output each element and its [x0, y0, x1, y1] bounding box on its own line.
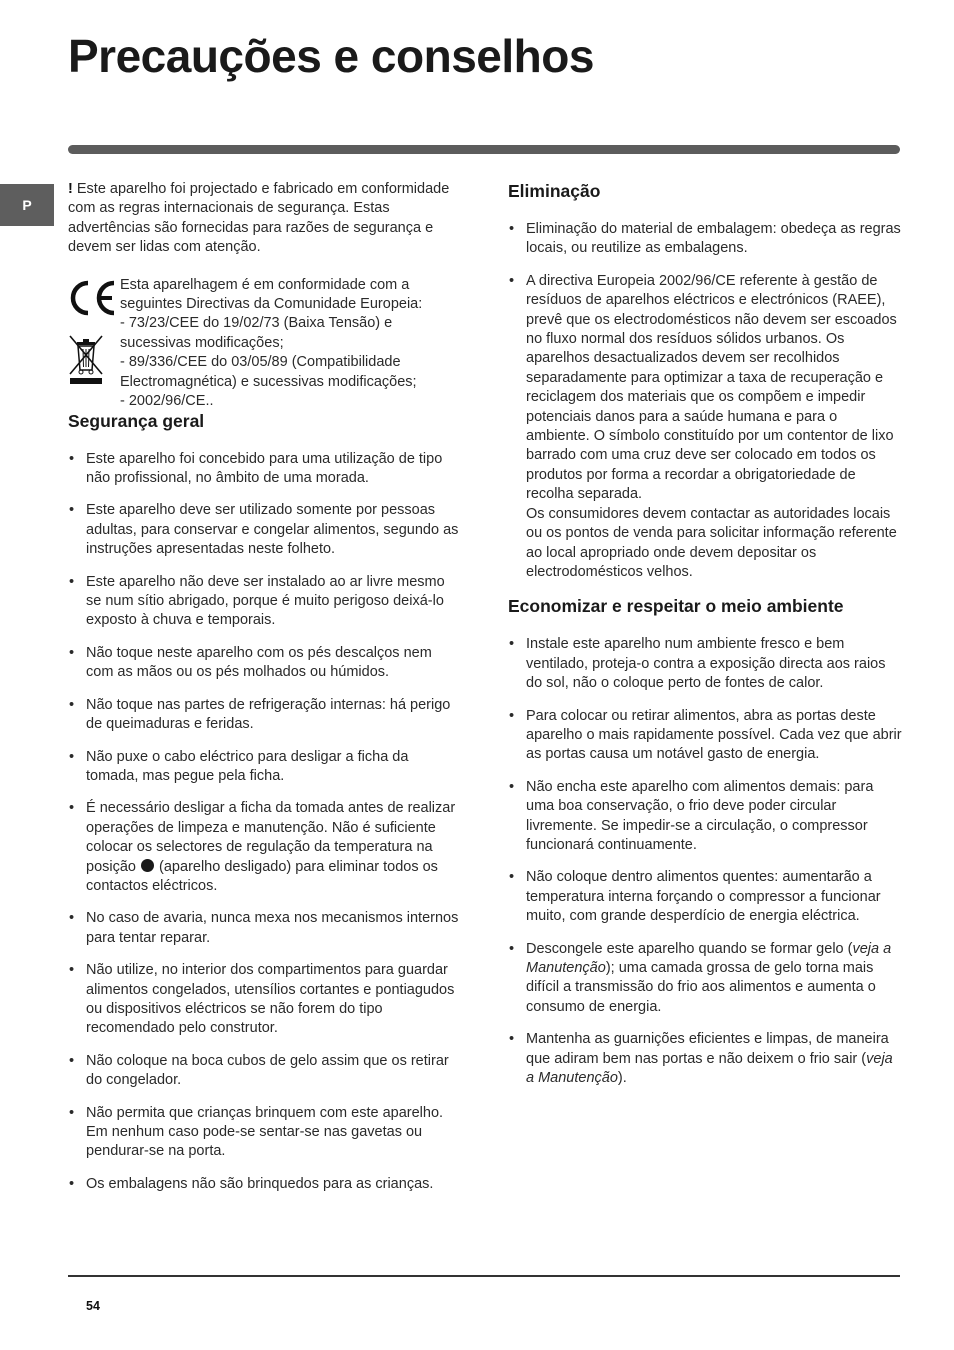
list-item: • Instale este aparelho num ambiente fresco e bem ventilado, proteja-o contra a exposição directa aos raios do sol, não o coloque perto de fontes de calor. — [508, 635, 903, 693]
section-heading-seguranca: Segurança geral — [68, 410, 205, 431]
list-item: • Os embalagens não são brinquedos para as crianças. — [68, 1175, 463, 1194]
cert-line: - 73/23/CEE do 19/02/73 (Baixa Tensão) e sucessivas modificações; — [120, 315, 393, 351]
weee-bin-icon — [68, 334, 104, 386]
list-item — [508, 272, 903, 583]
list-item: • Não permita que crianças brinquem com este aparelho. Em nenhum caso pode-se sentar-se nas gavetas ou pendurar-se na porta. — [68, 1104, 463, 1162]
reference-link-text: veja a Manutenção — [526, 1050, 893, 1087]
list-item-text: A directiva Europeia 2002/96/CE referente à gestão de resíduos de aparelhos eléctricos e electrónicos (RAEE), prevê que os electrodomésticos não devem ser escoados no fluxo normal dos resíduos sólidos urbanos. Os aparelhos desactualizados devem ser recolhidos separadamente para optimizar a taxa de recuperação e reciclagem dos materiais que os compõem e impedir potenciais danos para a saúde humana e para o ambiente. O símbolo constituído por um contentor de lixo barrado com uma cruz deve ser colocado em todos os produtos por forma a recordar a obrigatoriedade de recolha separada. — [526, 272, 897, 503]
list-item-text: ). — [617, 1070, 627, 1087]
language-tab: P — [0, 184, 54, 226]
page-number: 54 — [86, 1299, 100, 1313]
list-item: • Para colocar ou retirar alimentos, abra as portas deste aparelho o mais rapidamente possível. Cada vez que abrir as portas causa um notável gasto de energia. — [508, 707, 903, 765]
list-item: • Não toque neste aparelho com os pés descalços nem com as mãos ou os pés molhados ou húmidos. — [68, 644, 463, 683]
reference-link-text: veja a Manutenção — [526, 940, 892, 976]
certification-text — [120, 276, 465, 412]
certification-block — [68, 276, 463, 410]
list-item-text: Os consumidores devem contactar as autoridades locais ou os pontos de venda para solicitar informação referente ao local apropriado onde devem depositar os electrodomésticos velhos. — [526, 505, 897, 580]
list-item-text: (aparelho desligado) para eliminar todos os contactos eléctricos. — [86, 858, 438, 894]
list-item: • Não utilize, no interior dos compartimentos para guardar alimentos congelados, utensílios cortantes e pontiagudos ou dispositivos eléctricos se não forem do tipo recomendado pelo construtor. — [68, 961, 463, 1039]
list-item-text: É necessário desligar a ficha da tomada antes de realizar operações de limpeza e manutenção. Não é suficiente colocar os selectores de regulação da temperatura na posição — [86, 800, 456, 875]
page-title: Precauções e conselhos — [68, 30, 594, 82]
cert-line: Esta aparelhagem é em conformidade com a seguintes Directivas da Comunidade Europeia: — [120, 276, 423, 313]
list-item: • Não coloque na boca cubos de gelo assim que os retirar do congelador. — [68, 1052, 463, 1091]
eliminacao-list — [508, 220, 903, 582]
list-item-text: ); uma camada grossa de gelo torna mais difícil a transmissão do frio aos alimentos e aumenta o consumo de energia. — [526, 960, 876, 1015]
cert-line: - 2002/96/CE.. — [120, 393, 214, 410]
footer-divider — [68, 1275, 900, 1277]
list-item: • Este aparelho deve ser utilizado somente por pessoas adultas, para conservar e congelar alimentos, segundo as instruções apresentadas neste folheto. — [68, 501, 463, 559]
off-position-icon — [141, 859, 154, 872]
list-item-text: Mantenha as guarnições eficientes e limpas, de maneira que adiram bem nas portas e não deixem o frio sair ( — [526, 1031, 889, 1067]
list-item-text: Descongele este aparelho quando se formar gelo ( — [526, 940, 853, 957]
intro-text: Este aparelho foi projectado e fabricado em conformidade com as regras internacionais de segurança. Estas advertências são fornecidas para razões de segurança e devem ser lidas com atenção. — [68, 181, 450, 256]
section-heading-economizar: Economizar e respeitar o meio ambiente — [508, 596, 844, 617]
title-divider — [68, 145, 900, 154]
ce-mark-icon — [68, 280, 118, 316]
list-item: • Este aparelho foi concebido para uma utilização de tipo não profissional, no âmbito de uma morada. — [68, 450, 463, 489]
intro-paragraph — [68, 180, 463, 258]
list-item: • Não encha este aparelho com alimentos demais: para uma boa conservação, o frio deve poder circular livremente. Se impedir-se a circulação, o compressor funcionará continuamente. — [508, 778, 903, 856]
list-item: • Não coloque dentro alimentos quentes: aumentarão a temperatura interna forçando o compressor a funcionar muito, com grande desperdício de energia eléctrica. — [508, 868, 903, 926]
list-item: • Não toque nas partes de refrigeração internas: há perigo de queimaduras e feridas. — [68, 696, 463, 735]
economizar-list — [508, 635, 903, 1088]
list-item — [68, 799, 463, 896]
seguranca-list — [68, 450, 463, 1195]
list-item: • Este aparelho não deve ser instalado ao ar livre mesmo se num sítio abrigado, porque é muito perigoso deixá-lo exposto à chuva e temporais. — [68, 573, 463, 631]
cert-line: - 89/336/CEE do 03/05/89 (Compatibilidade Electromagnética) e sucessivas modificações; — [120, 354, 417, 390]
list-item: • Não puxe o cabo eléctrico para desligar a ficha da tomada, mas pegue pela ficha. — [68, 748, 463, 787]
list-item — [508, 1030, 903, 1088]
list-item: • Eliminação do material de embalagem: obedeça as regras locais, ou reutilize as embalagens. — [508, 220, 903, 259]
list-item: • No caso de avaria, nunca mexa nos mecanismos internos para tentar reparar. — [68, 909, 463, 948]
list-item — [508, 940, 903, 1018]
warning-mark: ! — [68, 181, 73, 197]
right-column — [508, 180, 903, 1101]
left-column — [68, 180, 463, 1207]
section-heading-eliminacao: Eliminação — [508, 181, 601, 201]
